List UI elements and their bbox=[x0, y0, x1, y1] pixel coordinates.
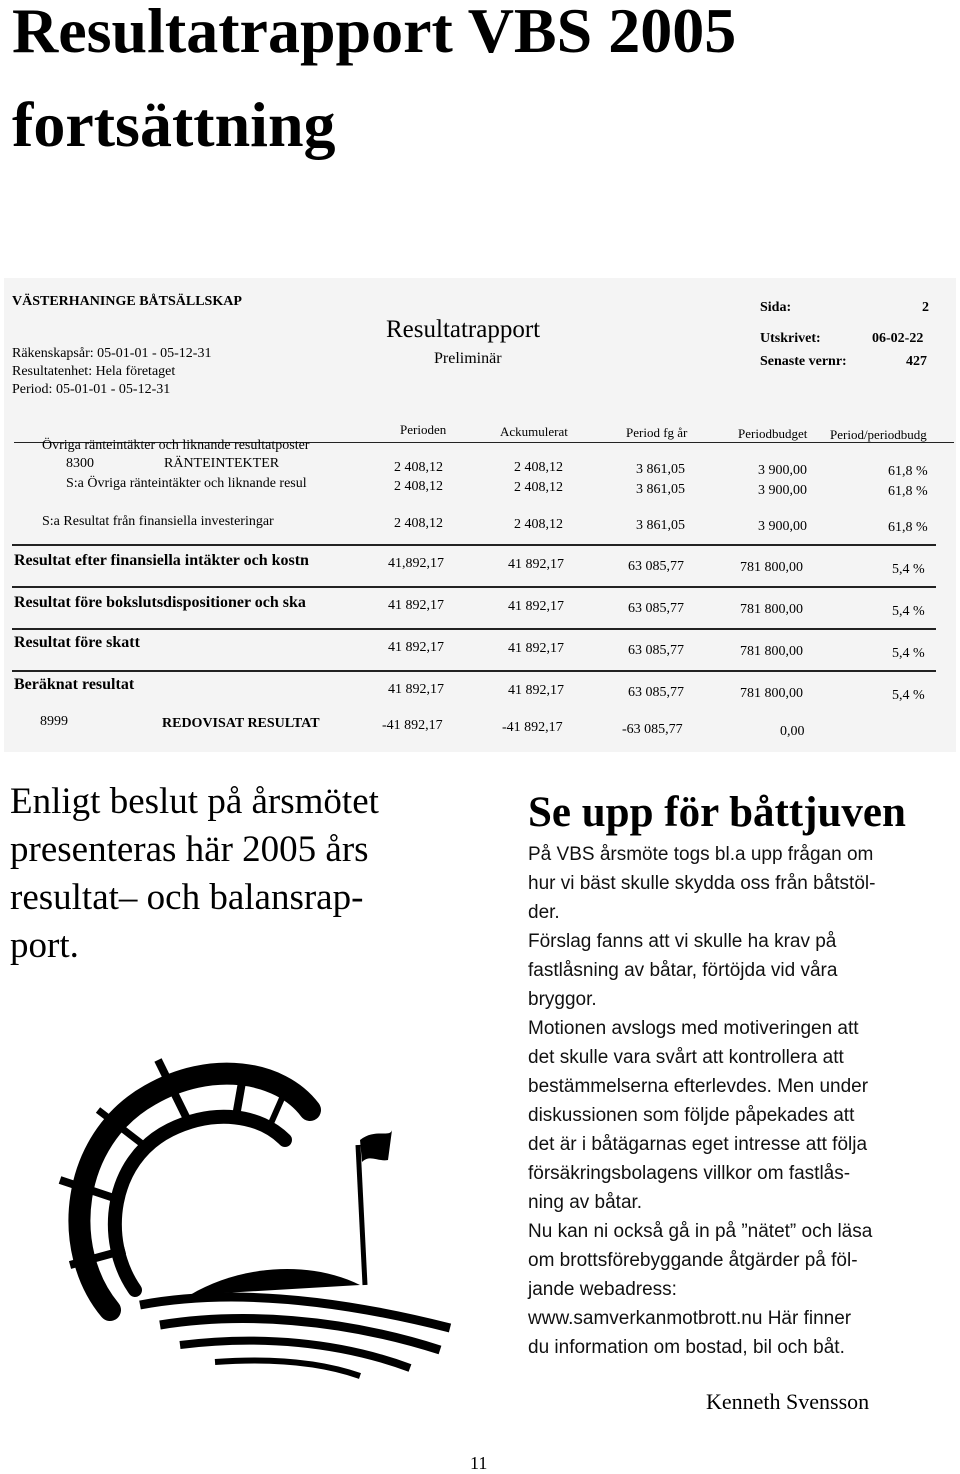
article-line: der. bbox=[528, 902, 560, 923]
report-meta-page-value: 2 bbox=[922, 300, 929, 315]
row-1-code: 8300 bbox=[66, 456, 94, 471]
report-subheading: Preliminär bbox=[434, 350, 502, 367]
article-line: hur vi bäst skulle skydda oss från båtstöl- bbox=[528, 873, 876, 894]
report-meta-lastver-value: 427 bbox=[906, 354, 927, 369]
col-header-ackumulerat: Ackumulerat bbox=[500, 424, 568, 439]
page-number: 11 bbox=[470, 1453, 488, 1473]
row-5-v1: 41 892,17 bbox=[388, 598, 444, 613]
report-rule-4 bbox=[12, 670, 936, 672]
article-line: om brottsförebyggande åtgärder på föl- bbox=[528, 1250, 858, 1271]
row-8-v2: -41 892,17 bbox=[502, 720, 563, 735]
row-2-v1: 2 408,12 bbox=[394, 479, 443, 494]
article-line: ning av båtar. bbox=[528, 1192, 643, 1213]
report-meta-period: Period: 05-01-01 - 05-12-31 bbox=[12, 382, 171, 397]
article-line: Nu kan ni också gå in på ”nätet” och läsa bbox=[528, 1221, 873, 1242]
scanned-result-report bbox=[4, 278, 956, 752]
row-1-label: RÄNTEINTEKTER bbox=[164, 456, 280, 471]
article-line: diskussionen som följde påpekades att bbox=[528, 1105, 855, 1126]
row-4-label: Resultat efter finansiella intäkter och kostn bbox=[14, 552, 309, 569]
row-3-label: S:a Resultat från finansiella investeringar bbox=[42, 514, 274, 529]
row-4-v5: 5,4 % bbox=[892, 562, 925, 577]
row-5-v5: 5,4 % bbox=[892, 604, 925, 619]
article-title: Se upp för båttjuven bbox=[528, 789, 906, 836]
row-1-v3: 3 861,05 bbox=[636, 462, 685, 477]
row-2-v5: 61,8 % bbox=[888, 484, 928, 499]
report-rule-2 bbox=[12, 586, 936, 588]
row-7-v1: 41 892,17 bbox=[388, 682, 444, 697]
row-2-v3: 3 861,05 bbox=[636, 482, 685, 497]
article-line: bestämmelserna efterlevdes. Men under bbox=[528, 1076, 869, 1097]
intro-line: Enligt beslut på årsmötet bbox=[10, 781, 379, 822]
report-meta-printed-value: 06-02-22 bbox=[872, 331, 924, 346]
row-6-v1: 41 892,17 bbox=[388, 640, 444, 655]
report-meta-unit: Resultatenhet: Hela företaget bbox=[12, 364, 176, 379]
row-2-v2: 2 408,12 bbox=[514, 480, 563, 495]
report-meta-page-label: Sida: bbox=[760, 300, 792, 315]
report-heading: Resultatrapport bbox=[386, 316, 541, 343]
row-1-v1: 2 408,12 bbox=[394, 460, 443, 475]
report-rule-3 bbox=[12, 628, 936, 630]
row-6-v3: 63 085,77 bbox=[628, 643, 684, 658]
article-author: Kenneth Svensson bbox=[706, 1389, 870, 1414]
row-1-v5: 61,8 % bbox=[888, 464, 928, 479]
article-line: www.samverkanmotbrott.nu Här finner bbox=[528, 1308, 852, 1329]
row-4-v4: 781 800,00 bbox=[740, 560, 803, 575]
intro-line: presenteras här 2005 års bbox=[10, 829, 369, 870]
page-title-line-1: Resultatrapport VBS 2005 bbox=[12, 0, 737, 66]
row-3-v3: 3 861,05 bbox=[636, 518, 685, 533]
row-7-v5: 5,4 % bbox=[892, 688, 925, 703]
article-line: Motionen avslogs med motiveringen att bbox=[528, 1018, 859, 1039]
row-8-v1: -41 892,17 bbox=[382, 718, 443, 733]
article-line: försäkringsbolagens villkor om fastlås- bbox=[528, 1163, 851, 1184]
row-6-v5: 5,4 % bbox=[892, 646, 925, 661]
report-meta-lastver-label: Senaste vernr: bbox=[760, 354, 847, 369]
row-4-v3: 63 085,77 bbox=[628, 559, 684, 574]
row-6-v2: 41 892,17 bbox=[508, 641, 564, 656]
row-4-v2: 41 892,17 bbox=[508, 557, 564, 572]
row-2-label: S:a Övriga ränteintäkter och liknande resul bbox=[66, 476, 307, 491]
row-1-v4: 3 900,00 bbox=[758, 463, 807, 478]
article-line: bryggor. bbox=[528, 989, 597, 1010]
row-6-label: Resultat före skatt bbox=[14, 634, 140, 651]
row-8-label: REDOVISAT RESULTAT bbox=[162, 716, 320, 731]
row-8-code: 8999 bbox=[40, 714, 68, 729]
intro-line: resultat– och balansrap- bbox=[10, 877, 364, 918]
article-line: Förslag fanns att vi skulle ha krav på bbox=[528, 931, 837, 952]
row-8-v3: -63 085,77 bbox=[622, 722, 683, 737]
col-header-period-fg-ar: Period fg år bbox=[626, 425, 688, 440]
row-7-v2: 41 892,17 bbox=[508, 683, 564, 698]
report-meta-printed-label: Utskrivet: bbox=[760, 331, 821, 346]
col-header-periodbudget: Periodbudget bbox=[738, 426, 808, 441]
report-rule-1 bbox=[12, 544, 936, 546]
row-7-v4: 781 800,00 bbox=[740, 686, 803, 701]
row-2-v4: 3 900,00 bbox=[758, 483, 807, 498]
row-3-v5: 61,8 % bbox=[888, 520, 928, 535]
col-header-perioden: Perioden bbox=[400, 422, 447, 437]
intro-text bbox=[10, 778, 440, 970]
article-line: du information om bostad, bil och båt. bbox=[528, 1337, 845, 1358]
row-5-v3: 63 085,77 bbox=[628, 601, 684, 616]
page-title-line-2: fortsättning bbox=[12, 89, 336, 160]
col-header-period-periodbudg: Period/periodbudg bbox=[830, 427, 927, 442]
lifebuoy-island-waves-icon bbox=[40, 1050, 460, 1380]
row-5-v4: 781 800,00 bbox=[740, 602, 803, 617]
report-group-label: Övriga ränteintäkter och liknande resultatposter bbox=[42, 438, 310, 453]
row-3-v4: 3 900,00 bbox=[758, 519, 807, 534]
article-body bbox=[528, 840, 948, 1362]
row-4-v1: 41,892,17 bbox=[388, 556, 444, 571]
intro-line: port. bbox=[10, 925, 79, 966]
row-1-v2: 2 408,12 bbox=[514, 460, 563, 475]
article-line: det är i båtägarnas eget intresse att följa bbox=[528, 1134, 868, 1155]
row-7-label: Beräknat resultat bbox=[14, 676, 135, 693]
row-7-v3: 63 085,77 bbox=[628, 685, 684, 700]
report-meta-fiscal-year: Räkenskapsår: 05-01-01 - 05-12-31 bbox=[12, 346, 212, 361]
article-line: På VBS årsmöte togs bl.a upp frågan om bbox=[528, 844, 874, 865]
row-8-v4: 0,00 bbox=[780, 724, 805, 739]
row-3-v1: 2 408,12 bbox=[394, 516, 443, 531]
article-line: jande webadress: bbox=[528, 1279, 677, 1300]
row-3-v2: 2 408,12 bbox=[514, 517, 563, 532]
report-organization: VÄSTERHANINGE BÅTSÄLLSKAP bbox=[12, 294, 242, 309]
row-5-label: Resultat före bokslutsdispositioner och ska bbox=[14, 594, 306, 611]
row-6-v4: 781 800,00 bbox=[740, 644, 803, 659]
article-line: det skulle vara svårt att kontrollera att bbox=[528, 1047, 844, 1068]
row-5-v2: 41 892,17 bbox=[508, 599, 564, 614]
article-line: fastlåsning av båtar, förtöjda vid våra bbox=[528, 960, 838, 981]
